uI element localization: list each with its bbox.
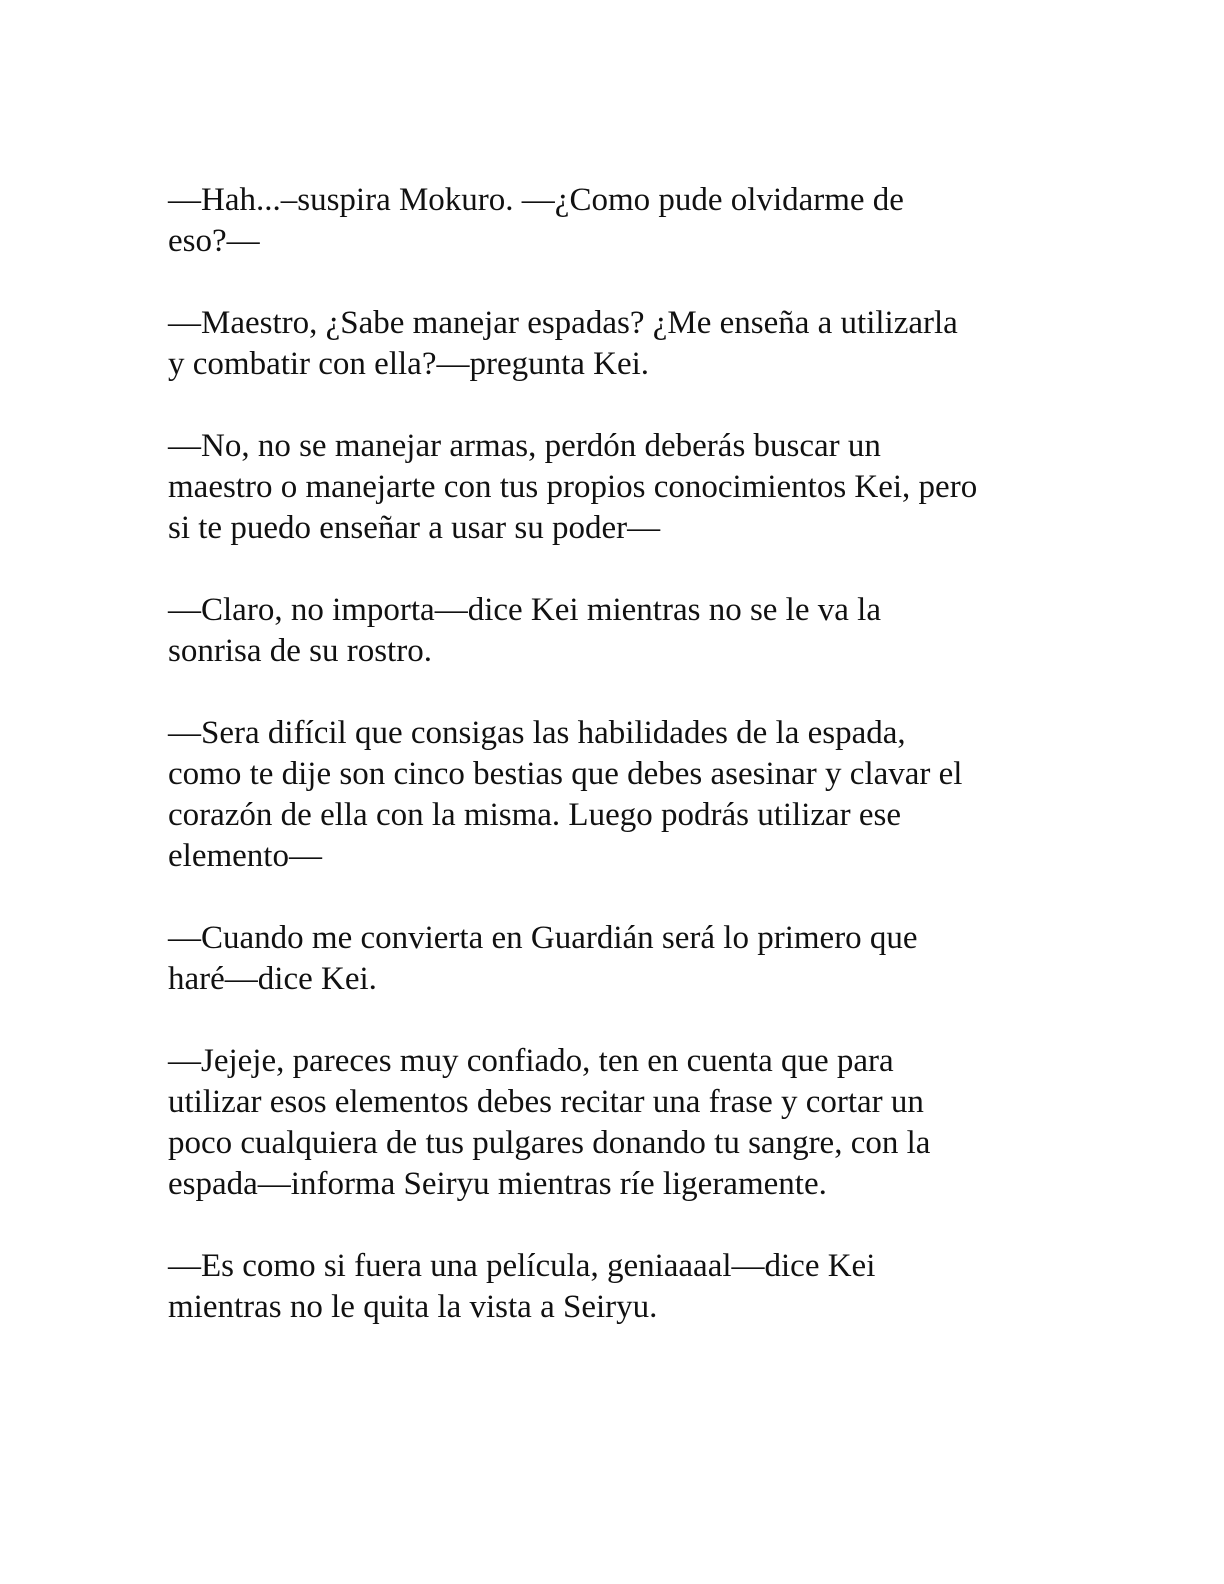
text-line: —Cuando me convierta en Guardián será lo primero que [168,920,918,956]
text-line: —Es como si fuera una película, geniaaaal—dice Kei [168,1248,876,1284]
text-line: corazón de ella con la misma. Luego podrás utilizar ese [168,797,902,833]
text-line: —Hah...–suspira Mokuro. —¿Como pude olvidarme de [168,182,904,218]
body-text [168,180,1058,1328]
text-line: si te puedo enseñar a usar su poder— [168,510,661,546]
text-line: eso?— [168,223,260,259]
text-line: —Maestro, ¿Sabe manejar espadas? ¿Me enseña a utilizarla [168,305,958,341]
paragraph [168,426,1058,549]
text-line: mientras no le quita la vista a Seiryu. [168,1289,658,1325]
text-line: elemento— [168,838,322,874]
text-line: poco cualquiera de tus pulgares donando tu sangre, con la [168,1125,931,1161]
paragraph [168,180,1058,262]
paragraph [168,918,1058,1000]
paragraph [168,303,1058,385]
text-line: utilizar esos elementos debes recitar una frase y cortar un [168,1084,924,1120]
text-line: maestro o manejarte con tus propios conocimientos Kei, pero [168,469,978,505]
text-line: haré—dice Kei. [168,961,377,997]
text-line: —Claro, no importa—dice Kei mientras no se le va la [168,592,881,628]
text-line: —Jejeje, pareces muy confiado, ten en cuenta que para [168,1043,894,1079]
text-line: y combatir con ella?—pregunta Kei. [168,346,650,382]
paragraph [168,590,1058,672]
text-line: —Sera difícil que consigas las habilidades de la espada, [168,715,906,751]
text-line: sonrisa de su rostro. [168,633,432,669]
text-line: como te dije son cinco bestias que debes asesinar y clavar el [168,756,963,792]
text-line: espada—informa Seiryu mientras ríe ligeramente. [168,1166,827,1202]
paragraph [168,1246,1058,1328]
paragraph [168,713,1058,877]
paragraph [168,1041,1058,1205]
text-line: —No, no se manejar armas, perdón deberás buscar un [168,428,881,464]
